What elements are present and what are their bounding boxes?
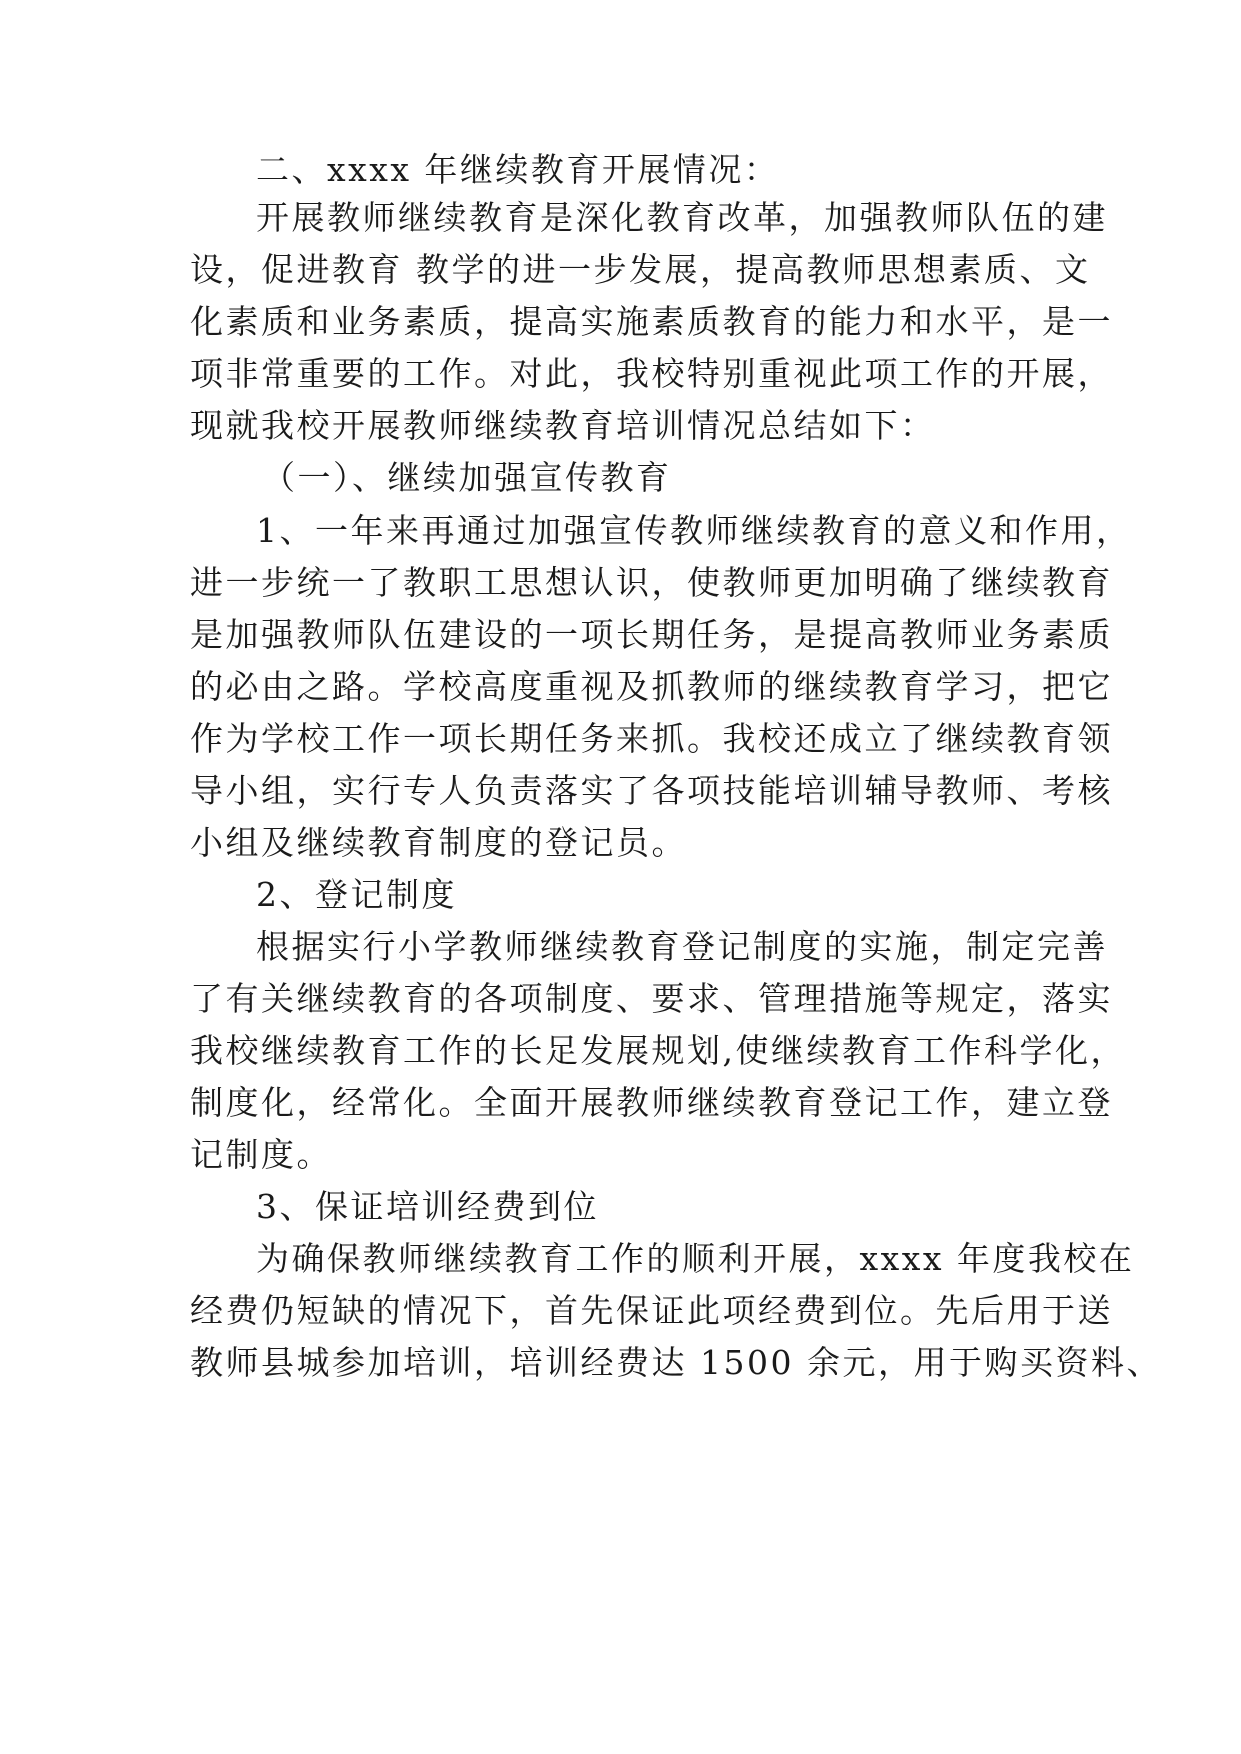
paragraph-line: 为确保教师继续教育工作的顺利开展，xxxx 年度我校在 (256, 1239, 1135, 1278)
subsection-heading: （一）、继续加强宣传教育 (262, 458, 672, 497)
paragraph-line: 是加强教师队伍建设的一项长期任务，是提高教师业务素质 (190, 615, 1113, 654)
item-heading: 2、登记制度 (256, 875, 457, 914)
paragraph-line: 化素质和业务素质，提高实施素质教育的能力和水平，是一 (190, 302, 1113, 341)
paragraph-line: 设，促进教育 教学的进一步发展，提高教师思想素质、文 (190, 250, 1091, 289)
paragraph-line: 小组及继续教育制度的登记员。 (190, 823, 687, 862)
paragraph-line: 现就我校开展教师继续教育培训情况总结如下： (190, 406, 936, 445)
paragraph-line: 了有关继续教育的各项制度、要求、管理措施等规定，落实 (190, 979, 1113, 1018)
paragraph-line: 我校继续教育工作的长足发展规划,使继续教育工作科学化， (190, 1031, 1126, 1070)
paragraph-line: 进一步统一了教职工思想认识，使教师更加明确了继续教育 (190, 563, 1113, 602)
paragraph-line: 导小组，实行专人负责落实了各项技能培训辅导教师、考核 (190, 771, 1113, 810)
paragraph-line: 开展教师继续教育是深化教育改革，加强教师队伍的建 (256, 198, 1108, 237)
paragraph-line: 教师县城参加培训，培训经费达 1500 余元，用于购买资料、 (190, 1343, 1162, 1382)
paragraph-line: 项非常重要的工作。对此，我校特别重视此项工作的开展， (190, 354, 1113, 393)
paragraph-line: 记制度。 (190, 1135, 332, 1174)
section-heading: 二、xxxx 年继续教育开展情况： (256, 150, 780, 189)
paragraph-line: 的必由之路。学校高度重视及抓教师的继续教育学习，把它 (190, 667, 1113, 706)
paragraph-line: 根据实行小学教师继续教育登记制度的实施，制定完善 (256, 927, 1108, 966)
paragraph-line: 经费仍短缺的情况下，首先保证此项经费到位。先后用于送 (190, 1291, 1113, 1330)
paragraph-line: 作为学校工作一项长期任务来抓。我校还成立了继续教育领 (190, 719, 1113, 758)
paragraph-line: 制度化，经常化。全面开展教师继续教育登记工作，建立登 (190, 1083, 1113, 1122)
item-heading: 3、保证培训经费到位 (256, 1187, 599, 1226)
paragraph-line: 1、一年来再通过加强宣传教师继续教育的意义和作用， (256, 511, 1132, 550)
